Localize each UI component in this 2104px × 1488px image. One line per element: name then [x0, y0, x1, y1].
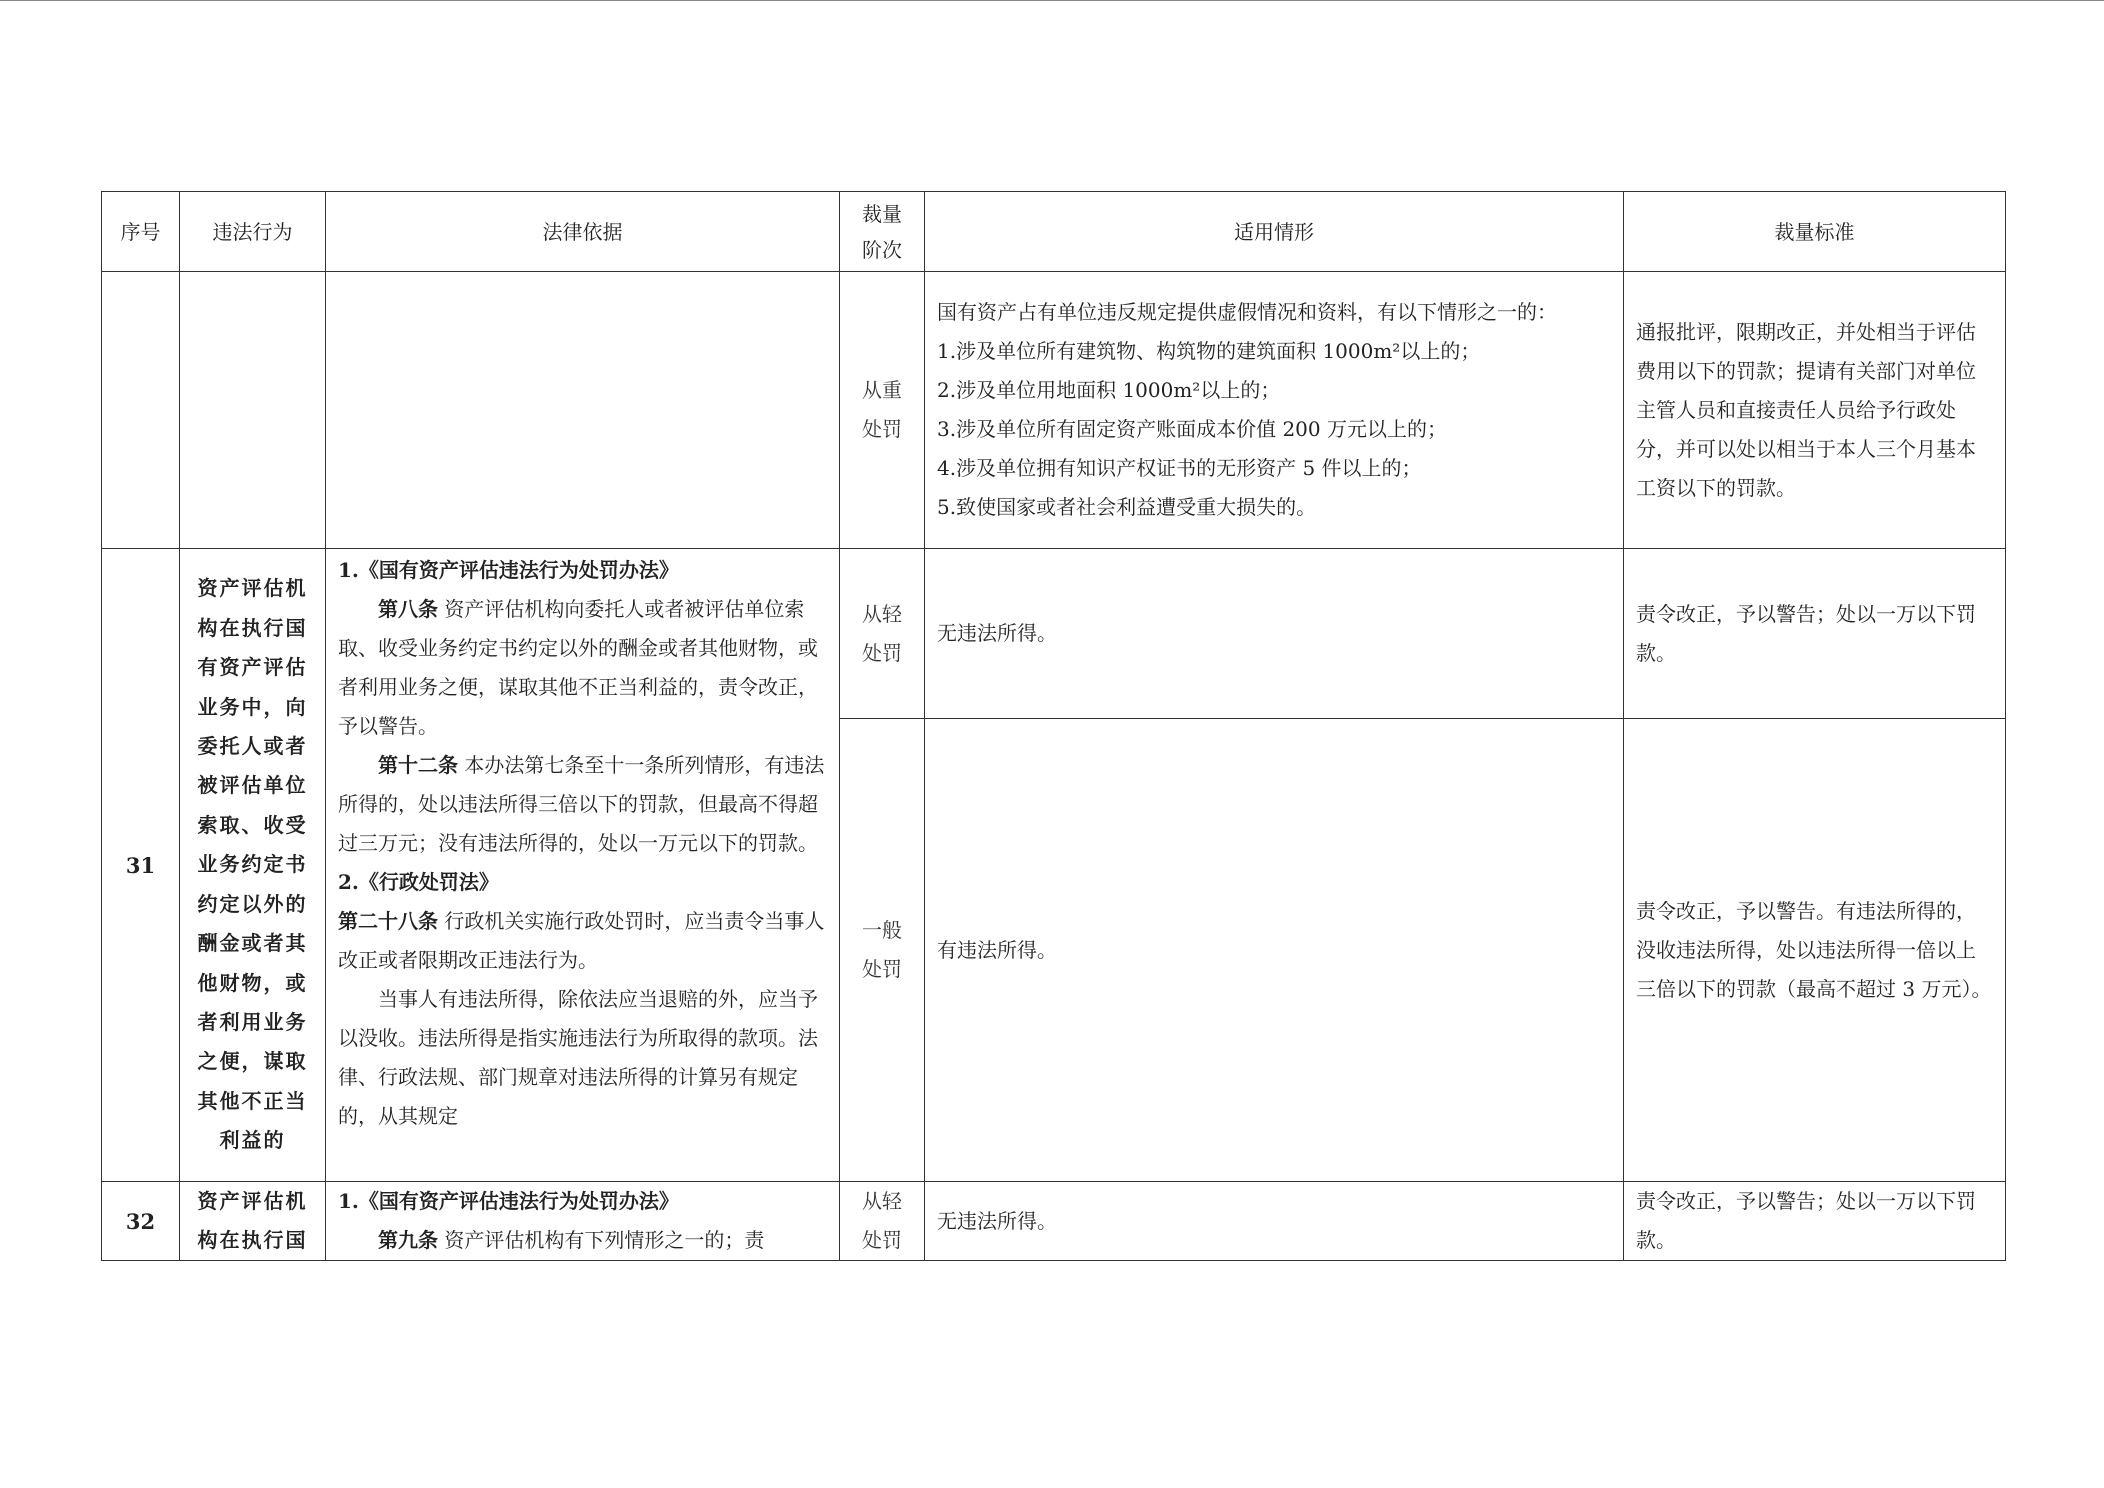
article-28-para2: 当事人有违法所得，除依法应当退赔的外，应当予以没收。违法所得是指实施违法行为所取得的款项。法律、行政法规、部门规章对违法所得的计算另有规定的，从其规定: [338, 987, 818, 1128]
violation-32-text: 资产评估机构在执行国: [197, 1189, 308, 1253]
header-level: 裁量 阶次: [840, 192, 925, 272]
standard-heavy: 通报批评，限期改正，并处相当于评估费用以下的罚款；提请有关部门对单位主管人员和直接责任人员给予行政处分，并可以处以相当于本人三个月基本工资以下的罚款。: [1624, 272, 2006, 549]
article-label: 第十二条: [378, 753, 458, 777]
cell-violation-empty: [180, 272, 326, 549]
legal-basis-32-clip: [338, 1182, 827, 1258]
article-8: [338, 590, 827, 746]
condition-line: 2.涉及单位用地面积 1000m²以上的；: [937, 378, 1281, 402]
table-header-row: [102, 192, 2006, 272]
article-text: 资产评估机构向委托人或者被评估单位索取、收受业务约定书约定以外的酬金或者其他财物，或者利用业务之便，谋取其他不正当利益的，责令改正，予以警告。: [338, 597, 818, 738]
condition-line: 1.涉及单位所有建筑物、构筑物的建筑面积 1000m²以上的；: [937, 339, 1481, 363]
article-label: 第八条: [378, 597, 438, 621]
violation-31: 资产评估机构在执行国有资产评估业务中，向委托人或者被评估单位索取、收受业务约定书约定以外的酬金或者其他财物，或者利用业务之便，谋取其他不正当利益的: [180, 549, 326, 1182]
law-title: 1.《国有资产评估违法行为处罚办法》: [338, 558, 679, 582]
condition-line: 3.涉及单位所有固定资产账面成本价值 200 万元以上的；: [937, 417, 1447, 441]
header-standard: 裁量标准: [1624, 192, 2006, 272]
standard-light-31: 责令改正，予以警告；处以一万以下罚款。: [1624, 549, 2006, 719]
header-basis: 法律依据: [326, 192, 840, 272]
article-text: 本办法第七条至十一条所列情形，有违法所得的，处以违法所得三倍以下的罚款，但最高不得超过三万元；没有违法所得的，处以一万元以下的罚款。: [338, 753, 825, 855]
article-12: [338, 746, 827, 863]
law-title: 2.《行政处罚法》: [338, 870, 499, 894]
table-row-32-light: [102, 1182, 2006, 1261]
condition-general-31: 有违法所得。: [925, 719, 1624, 1182]
penalty-discretion-table: [101, 191, 2006, 1261]
condition-heavy: [925, 272, 1624, 549]
law-title: 1.《国有资产评估违法行为处罚办法》: [338, 1189, 679, 1213]
level-light-31: 从轻 处罚: [840, 549, 925, 719]
violation-32: [180, 1182, 326, 1261]
row-number-32: 32: [102, 1182, 180, 1261]
legal-basis-31: [326, 549, 840, 1182]
condition-light-32: 无违法所得。: [925, 1182, 1624, 1261]
level-heavy: 从重 处罚: [840, 272, 925, 549]
level-general-31: 一般 处罚: [840, 719, 925, 1182]
level-light-32: 从轻 处罚: [840, 1182, 925, 1261]
header-no: 序号: [102, 192, 180, 272]
table-row-31-light: [102, 549, 2006, 719]
header-violation: 违法行为: [180, 192, 326, 272]
cell-no-empty: [102, 272, 180, 549]
article-label: 第九条: [378, 1228, 438, 1252]
legal-basis-32: [326, 1182, 840, 1261]
header-condition: 适用情形: [925, 192, 1624, 272]
row-number-31: 31: [102, 549, 180, 1182]
condition-line: 4.涉及单位拥有知识产权证书的无形资产 5 件以上的；: [937, 456, 1422, 480]
article-9: [338, 1221, 827, 1258]
article-text: 行政机关实施行政处罚时，应当责令当事人改正或者限期改正违法行为。: [338, 909, 825, 972]
condition-light-31: 无违法所得。: [925, 549, 1624, 719]
standard-general-31: 责令改正，予以警告。有违法所得的，没收违法所得，处以违法所得一倍以上三倍以下的罚款（最高不超过 3 万元）。: [1624, 719, 2006, 1182]
page-top-border: [0, 0, 2104, 1]
table-row-prev-heavy: [102, 272, 2006, 549]
cell-basis-empty: [326, 272, 840, 549]
article-28: [338, 902, 827, 980]
article-text: 资产评估机构有下列情形之一的；责: [438, 1228, 765, 1252]
article-label: 第二十八条: [338, 909, 438, 933]
standard-light-32: 责令改正，予以警告；处以一万以下罚款。: [1624, 1182, 2006, 1261]
condition-line: 5.致使国家或者社会利益遭受重大损失的。: [937, 495, 1317, 519]
condition-line: 国有资产占有单位违反规定提供虚假情况和资料，有以下情形之一的：: [937, 300, 1557, 324]
